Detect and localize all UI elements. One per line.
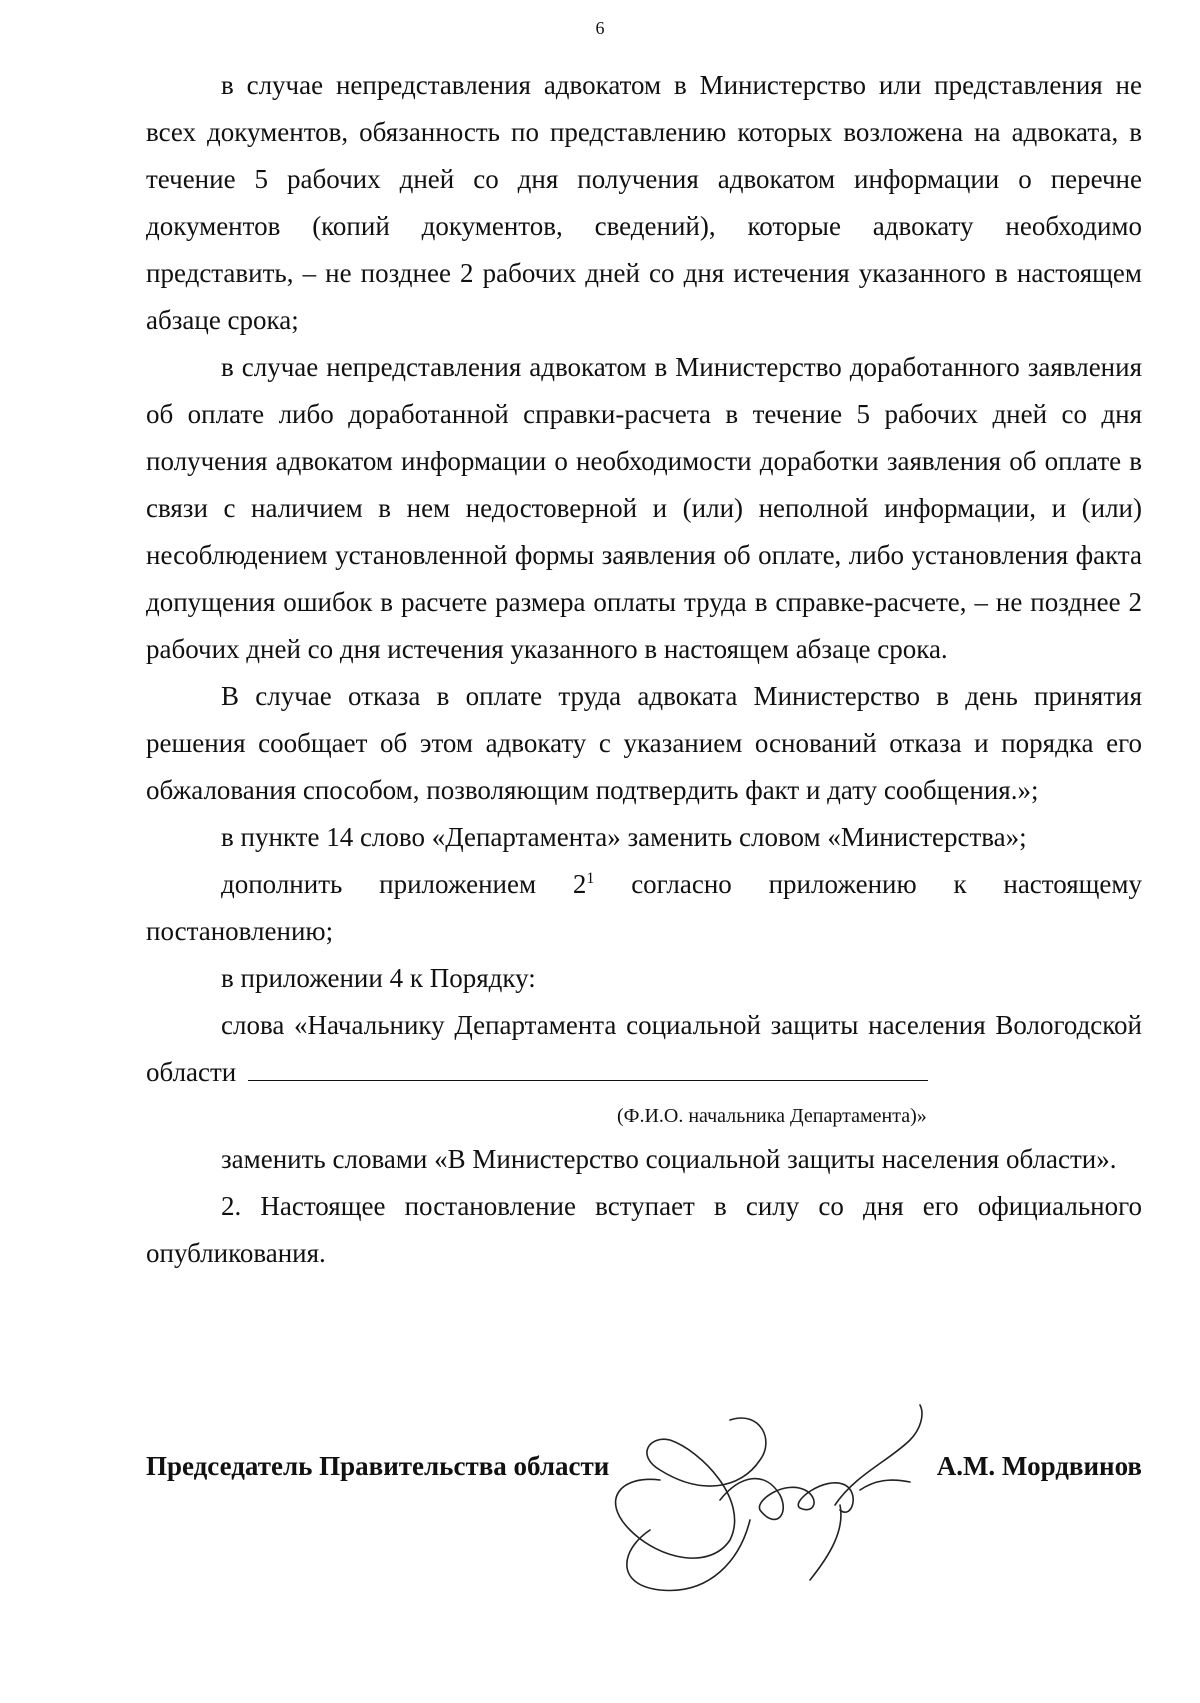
page-number: 6 — [595, 18, 605, 38]
signatory-title: Председатель Правительства области — [146, 1451, 610, 1481]
blank-fill-line — [248, 1052, 928, 1081]
fill-line-caption: (Ф.И.О. начальника Департамента)» — [617, 1105, 927, 1127]
paragraph — [146, 1002, 1142, 1096]
signatory-name: А.М. Мордвинов — [936, 1451, 1142, 1481]
paragraph: заменить словами «В Министерство социальной защиты населения области». — [221, 1144, 1117, 1174]
paragraph — [146, 861, 1142, 955]
paragraph-text: дополнить приложением 2 — [221, 869, 587, 899]
paragraph: в случае непредставления адвокатом в Министерство или представления не всех документов, обязанность по представлению которых возложена на адвоката, в течение 5 рабочих дней со дня получения адвокатом информации о перечне документов (копий документов, сведений), которые адвокату необходимо представить, – не позднее 2 рабочих дней со дня истечения указанного в настоящем абзаце срока; — [146, 70, 1142, 335]
paragraph: в приложении 4 к Порядку: — [221, 963, 536, 993]
paragraph: в пункте 14 слово «Департамента» заменить словом «Министерства»; — [221, 822, 1027, 852]
paragraph: 2. Настоящее постановление вступает в силу со дня его официального опубликования. — [146, 1191, 1142, 1268]
handwritten-signature — [590, 1380, 950, 1600]
superscript: 1 — [586, 870, 595, 887]
document-body — [146, 62, 1142, 1277]
paragraph: в случае непредставления адвокатом в Министерство доработанного заявления об оплате либо доработанной справки-расчета в течение 5 рабочих дней со дня получения адвокатом информации о необходимости доработки заявления об оплате в связи с наличием в нем недостоверной и (или) неполной информации, и (или) несоблюдением установленной формы заявления об оплате, либо установления факта допущения ошибок в расчете размера оплаты труда в справке-расчете, – не позднее 2 рабочих дней со дня истечения указанного в настоящем абзаце срока. — [146, 352, 1142, 664]
paragraph: В случае отказа в оплате труда адвоката Министерство в день принятия решения сообщает об этом адвокату с указанием оснований отказа и порядка его обжалования способом, позволяющим подтвердить факт и дату сообщения.»; — [146, 681, 1142, 805]
paragraph-text: согласно приложению к настоящему постановлению; — [146, 869, 1142, 946]
paragraph-text: слова «Начальнику Департамента социальной защиты населения Вологодской области — [146, 1010, 1142, 1087]
